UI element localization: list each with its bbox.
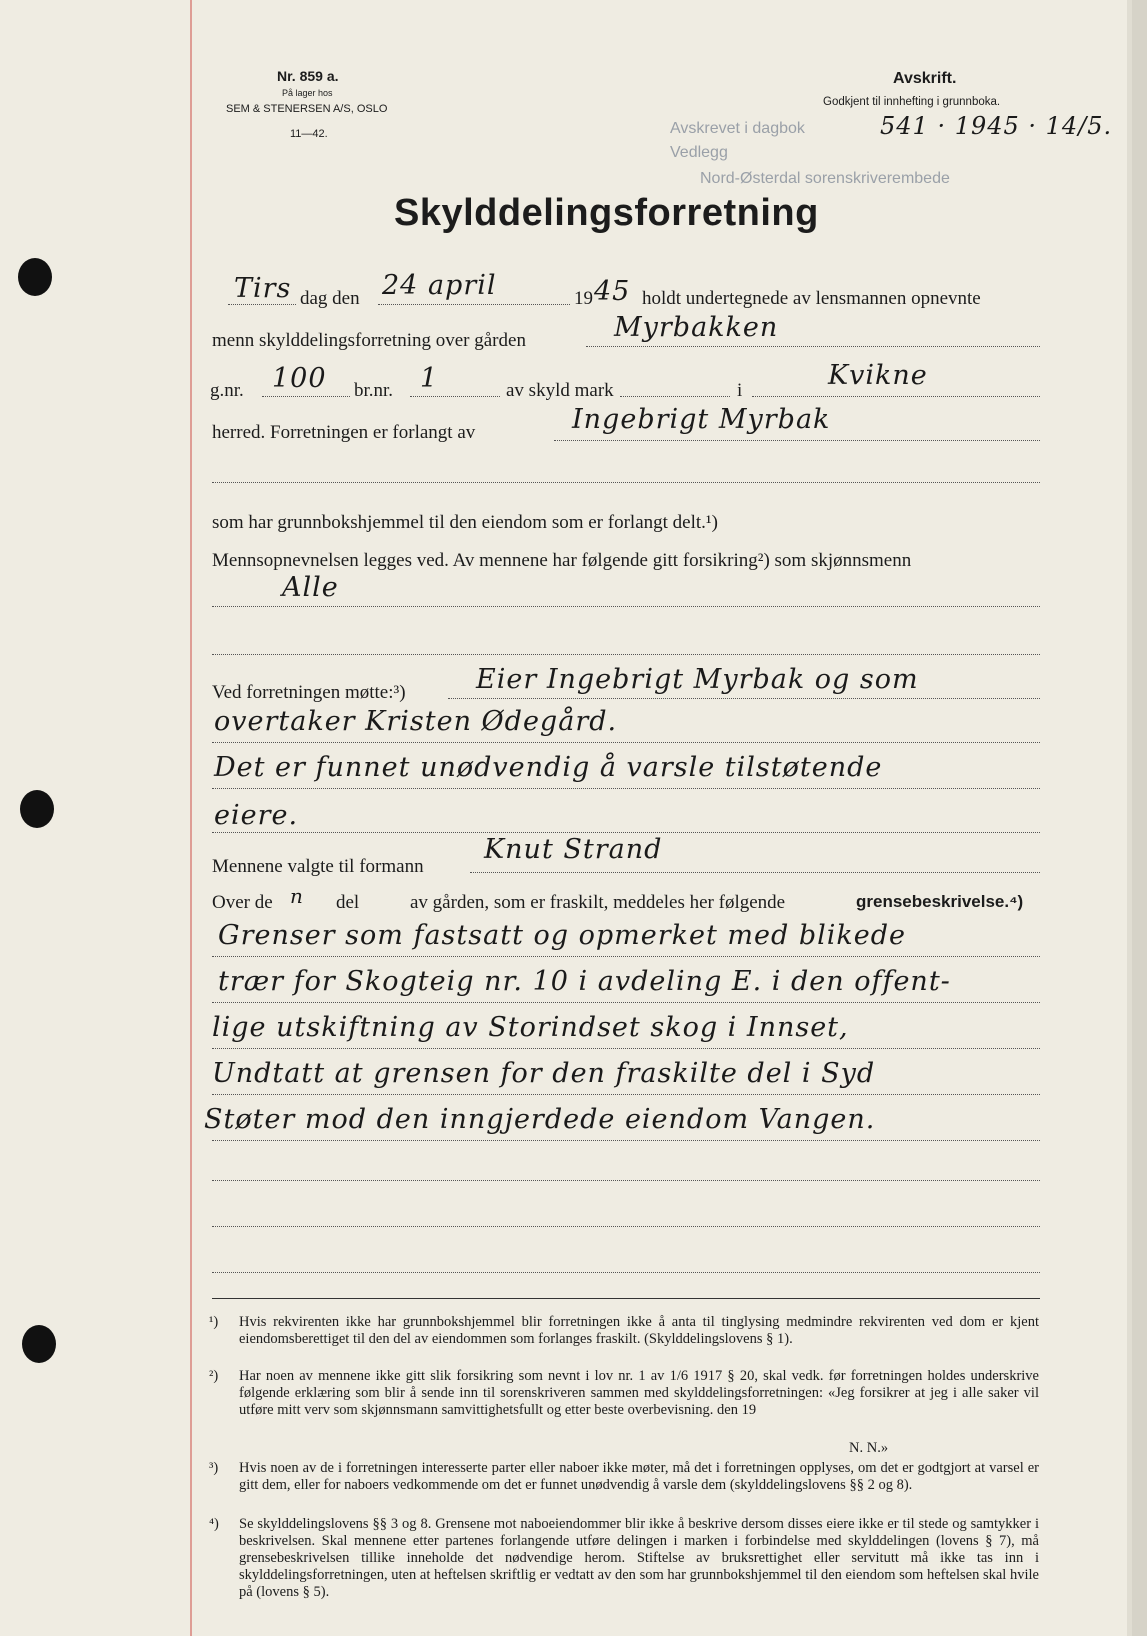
margin-line (190, 0, 192, 1636)
dotted-line (378, 304, 570, 305)
dotted-line (752, 396, 1040, 397)
stamp-handwritten-number: 541 · 1945 · 14/5. (880, 112, 1113, 140)
footnote-2 (209, 1368, 1039, 1419)
dotted-line (212, 742, 1040, 743)
label-del: del (336, 892, 360, 913)
stamp-line-3: Nord-Østerdal sorenskriverembede (700, 170, 950, 187)
hand-municipality: Kvikne (828, 360, 928, 391)
hand-requester: Ingebrigt Myrbak (572, 404, 831, 435)
stamp-line-2: Vedlegg (670, 144, 728, 161)
label-requested-by: herred. Forretningen er forlangt av (212, 422, 476, 443)
hand-weekday: Tirs (234, 273, 292, 304)
footnote-2-text: Har noen av mennene ikke gitt slik forsikring som nevnt i lov nr. 1 av 1/6 1917 § 20, skal vedk. før forretningen holdes underskrive følgende erklæring som blir å sende inn til sorenskriveren sammen med skylddelingsforretningen: «Jeg forsikrer at jeg i alle saker vil utføre mitt verv som skjønnsmann samvittighetsfullt og etter beste overbevisning. den 19 (239, 1368, 1039, 1418)
hand-brnr: 1 (420, 363, 439, 394)
dotted-line (212, 832, 1040, 833)
boundary-line-3: lige utskiftning av Storindset skog i Innset, (212, 1012, 849, 1043)
dotted-line (212, 1094, 1040, 1095)
label-ownership: som har grunnbokshjemmel til den eiendom som er forlangt delt.¹) (212, 512, 718, 533)
dotted-line (228, 304, 296, 305)
boundary-line-1: Grenser som fastsatt og opmerket med blikede (218, 920, 907, 951)
punch-hole-bottom (22, 1325, 56, 1363)
hand-notice-1: Det er funnet unødvendig å varsle tilstøtende (214, 752, 883, 783)
dotted-line (212, 788, 1040, 789)
dotted-line (448, 698, 1040, 699)
dotted-line (212, 1140, 1040, 1141)
label-over-de: Over de (212, 892, 273, 913)
label-line1-rest: holdt undertegnede av lensmannen opnevnte (642, 288, 981, 309)
boundary-line-4: Undtatt at grensen for den fraskilte del i Syd (212, 1058, 876, 1089)
dotted-line (212, 1272, 1040, 1273)
printer-line-2: SEM & STENERSEN A/S, OSLO (226, 103, 388, 115)
footnote-3-number: ³) (209, 1460, 219, 1476)
label-boundary-description: grensebeskrivelse.⁴) (856, 892, 1024, 911)
label-boundary-intro: av gården, som er fraskilt, meddeles her følgende (410, 892, 786, 913)
label-i: i (737, 380, 743, 401)
dotted-line (470, 872, 1040, 873)
dotted-line (586, 346, 1040, 347)
stamp-line-1: Avskrevet i dagbok (670, 120, 805, 137)
footnote-1-text: Hvis rekvirenten ikke har grunnbokshjemmel blir forretningen ikke å anta til tinglysing medmindre rekvirenten ved dom er kjent eiendomsberettiget til den del av eiendommen som forlanges fraskilt. (Skylddelingslovens § 1). (239, 1314, 1039, 1347)
footnote-2-number: ²) (209, 1368, 219, 1384)
printer-line-3: 11—42. (290, 128, 328, 140)
dotted-line (212, 606, 1040, 607)
boundary-line-2: trær for Skogteig nr. 10 i avdeling E. i den offent- (218, 966, 951, 997)
dotted-line (620, 396, 730, 397)
footnote-4-text: Se skylddelingslovens §§ 3 og 8. Grensene mot naboeiendommer blir ikke å beskrive dersom disses eiere ikke er til stede og samtykker i beskrivelsen. Skal mennene etter partenes forlangende utføre delingen i marken i forbindelse med skylddelingen (lovens § 7), må grensebeskrivelsen tillike inneholde det nødvendige herom. Stiftelse av bruksrettighet eller servitutt må ikke tas inn i skylddelingsforretningen, uten at heftelsen skriftlig er vedtatt av den som har grunnbokshjemmel til den eiendom som heftelsen skal hvile på (lovens § 5). (239, 1516, 1039, 1600)
label-gnr: g.nr. (210, 380, 244, 401)
form-number: Nr. 859 a. (277, 68, 339, 84)
footnote-3 (209, 1460, 1039, 1494)
footnote-2-signature (209, 1440, 1039, 1457)
document-title: Skylddelingsforretning (394, 192, 819, 234)
hand-gnr: 100 (272, 363, 327, 394)
dotted-line (212, 1226, 1040, 1227)
hand-date: 24 april (382, 270, 497, 301)
dotted-line (212, 1180, 1040, 1181)
dotted-line (212, 1002, 1040, 1003)
label-appointment: Mennsopnevnelsen legges ved. Av mennene har følgende gitt forsikring²) som skjønnsmenn (212, 550, 912, 571)
label-attendees: Ved forretningen møtte:³) (212, 682, 406, 703)
page-shadow (1132, 0, 1147, 1636)
label-brnr: br.nr. (354, 380, 394, 401)
dotted-line (212, 956, 1040, 957)
label-skyld: av skyld mark (506, 380, 614, 401)
dotted-line (554, 440, 1040, 441)
dotted-line (410, 396, 500, 397)
punch-hole-top (18, 258, 52, 296)
copy-label: Avskrift. (893, 70, 957, 87)
approval-text: Godkjent til innhefting i grunnboka. (823, 96, 1001, 108)
boundary-line-5: Støter mod den inngjerdede eiendom Vangen. (204, 1104, 876, 1135)
label-dag-den: dag den (300, 288, 360, 309)
hand-all-assessors: Alle (282, 572, 339, 603)
label-year-prefix: 19 (574, 288, 593, 309)
dotted-line (212, 1048, 1040, 1049)
printer-line-1: På lager hos (282, 88, 333, 98)
footnote-1 (209, 1314, 1039, 1348)
footnote-rule (212, 1298, 1040, 1299)
footnote-3-text: Hvis noen av de i forretningen interesserte parter eller naboer ikke møter, må det i forretningen opplyses, om det er godtgjort at varsel er gitt dem, eller for naboers vedkommende om det er funnet unødvendig å varsle dem (skylddelingslovens §§ 2 og 8). (239, 1460, 1039, 1493)
footnote-2-nn: N. N.» (849, 1440, 889, 1456)
label-farm: menn skylddelingsforretning over gården (212, 330, 526, 351)
label-chairman: Mennene valgte til formann (212, 856, 424, 877)
punch-hole-middle (20, 790, 54, 828)
dotted-line (212, 654, 1040, 655)
hand-attendees-1: Eier Ingebrigt Myrbak og som (476, 664, 919, 695)
hand-over-suffix: n (290, 884, 304, 908)
footnote-4-number: ⁴) (209, 1516, 219, 1532)
hand-farm-name: Myrbakken (614, 312, 779, 343)
hand-attendees-2: overtaker Kristen Ødegård. (214, 706, 618, 737)
dotted-line (262, 396, 350, 397)
footnote-4 (209, 1516, 1039, 1601)
hand-chairman: Knut Strand (484, 834, 663, 865)
hand-year: 45 (594, 276, 631, 307)
footnote-1-number: ¹) (209, 1314, 219, 1330)
dotted-line (212, 482, 1040, 483)
hand-notice-2: eiere. (214, 800, 299, 831)
